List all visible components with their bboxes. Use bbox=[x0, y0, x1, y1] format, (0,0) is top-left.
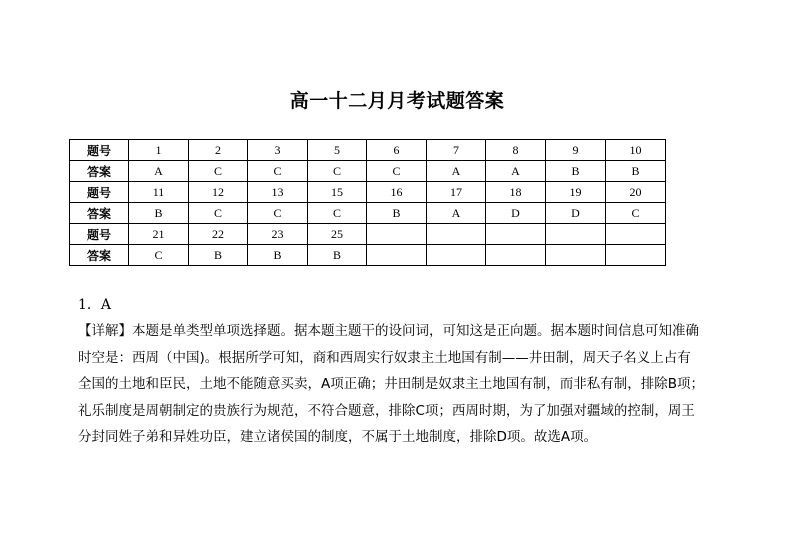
table-cell bbox=[606, 245, 666, 266]
table-cell: 8 bbox=[486, 140, 546, 161]
table-cell: B bbox=[546, 161, 606, 182]
table-cell: A bbox=[129, 161, 189, 182]
row-label: 题号 bbox=[70, 224, 129, 245]
answer-table-body bbox=[70, 140, 666, 266]
table-cell: A bbox=[427, 203, 486, 224]
table-cell: A bbox=[486, 161, 546, 182]
table-cell: 9 bbox=[546, 140, 606, 161]
table-cell: 22 bbox=[189, 224, 248, 245]
table-row bbox=[70, 245, 666, 266]
table-row bbox=[70, 182, 666, 203]
table-cell: 20 bbox=[606, 182, 666, 203]
table-cell: 10 bbox=[606, 140, 666, 161]
table-cell: 15 bbox=[308, 182, 367, 203]
explanation-line: 全国的土地和臣民，土地不能随意买卖，A项正确；井田制是奴隶主土地国有制，而非私有制，排除B项； bbox=[78, 376, 704, 392]
table-cell: A bbox=[427, 161, 486, 182]
row-label: 题号 bbox=[70, 140, 129, 161]
table-cell bbox=[546, 245, 606, 266]
table-cell: 21 bbox=[129, 224, 189, 245]
row-label: 答案 bbox=[70, 203, 129, 224]
table-cell: 18 bbox=[486, 182, 546, 203]
table-cell: B bbox=[308, 245, 367, 266]
explanation-line: 时空是：西周（中国)。根据所学可知，商和西周实行奴隶主土地国有制——井田制，周天子名义上占有 bbox=[78, 349, 691, 366]
table-cell: C bbox=[248, 203, 308, 224]
table-cell: 23 bbox=[248, 224, 308, 245]
table-cell: C bbox=[189, 203, 248, 224]
table-cell: B bbox=[189, 245, 248, 266]
table-cell: 17 bbox=[427, 182, 486, 203]
table-cell: C bbox=[367, 161, 427, 182]
question-explanation bbox=[78, 318, 704, 451]
table-row bbox=[70, 161, 666, 182]
table-cell bbox=[486, 224, 546, 245]
table-cell bbox=[367, 245, 427, 266]
table-cell: 25 bbox=[308, 224, 367, 245]
table-cell bbox=[606, 224, 666, 245]
table-cell bbox=[367, 224, 427, 245]
table-cell: C bbox=[308, 161, 367, 182]
table-cell bbox=[427, 224, 486, 245]
table-cell: D bbox=[486, 203, 546, 224]
table-cell: 6 bbox=[367, 140, 427, 161]
table-cell: C bbox=[308, 203, 367, 224]
table-cell: 16 bbox=[367, 182, 427, 203]
table-cell bbox=[546, 224, 606, 245]
table-row bbox=[70, 203, 666, 224]
row-label: 答案 bbox=[70, 161, 129, 182]
table-cell: 3 bbox=[248, 140, 308, 161]
explanation-line: 分封同姓子弟和异姓功臣，建立诸侯国的制度，不属于土地制度，排除D项。故选A项。 bbox=[78, 429, 598, 445]
table-cell: 11 bbox=[129, 182, 189, 203]
table-cell: D bbox=[546, 203, 606, 224]
table-cell: 7 bbox=[427, 140, 486, 161]
row-label: 题号 bbox=[70, 182, 129, 203]
table-cell: B bbox=[248, 245, 308, 266]
table-cell: C bbox=[189, 161, 248, 182]
table-cell: 1 bbox=[129, 140, 189, 161]
explanation-line: 礼乐制度是周朝制定的贵族行为规范，不符合题意，排除C项；西周时期，为了加强对疆域的控制，周王 bbox=[78, 402, 695, 419]
table-cell: B bbox=[129, 203, 189, 224]
explanation-line: 【详解】本题是单类型单项选择题。据本题主题干的设问词，可知这是正向题。据本题时间信息可知准确 bbox=[78, 323, 699, 339]
table-cell: 5 bbox=[308, 140, 367, 161]
question-number: 1．A bbox=[78, 297, 112, 313]
answer-table bbox=[69, 139, 666, 266]
table-row bbox=[70, 140, 666, 161]
table-cell: C bbox=[248, 161, 308, 182]
table-cell: 13 bbox=[248, 182, 308, 203]
table-cell bbox=[486, 245, 546, 266]
table-cell: B bbox=[606, 161, 666, 182]
row-label: 答案 bbox=[70, 245, 129, 266]
page-title: 高一十二月月考试题答案 bbox=[289, 90, 505, 112]
table-cell: 2 bbox=[189, 140, 248, 161]
table-row bbox=[70, 224, 666, 245]
table-cell: C bbox=[129, 245, 189, 266]
table-cell: 12 bbox=[189, 182, 248, 203]
table-cell: B bbox=[367, 203, 427, 224]
table-cell bbox=[427, 245, 486, 266]
table-cell: 19 bbox=[546, 182, 606, 203]
table-cell: C bbox=[606, 203, 666, 224]
